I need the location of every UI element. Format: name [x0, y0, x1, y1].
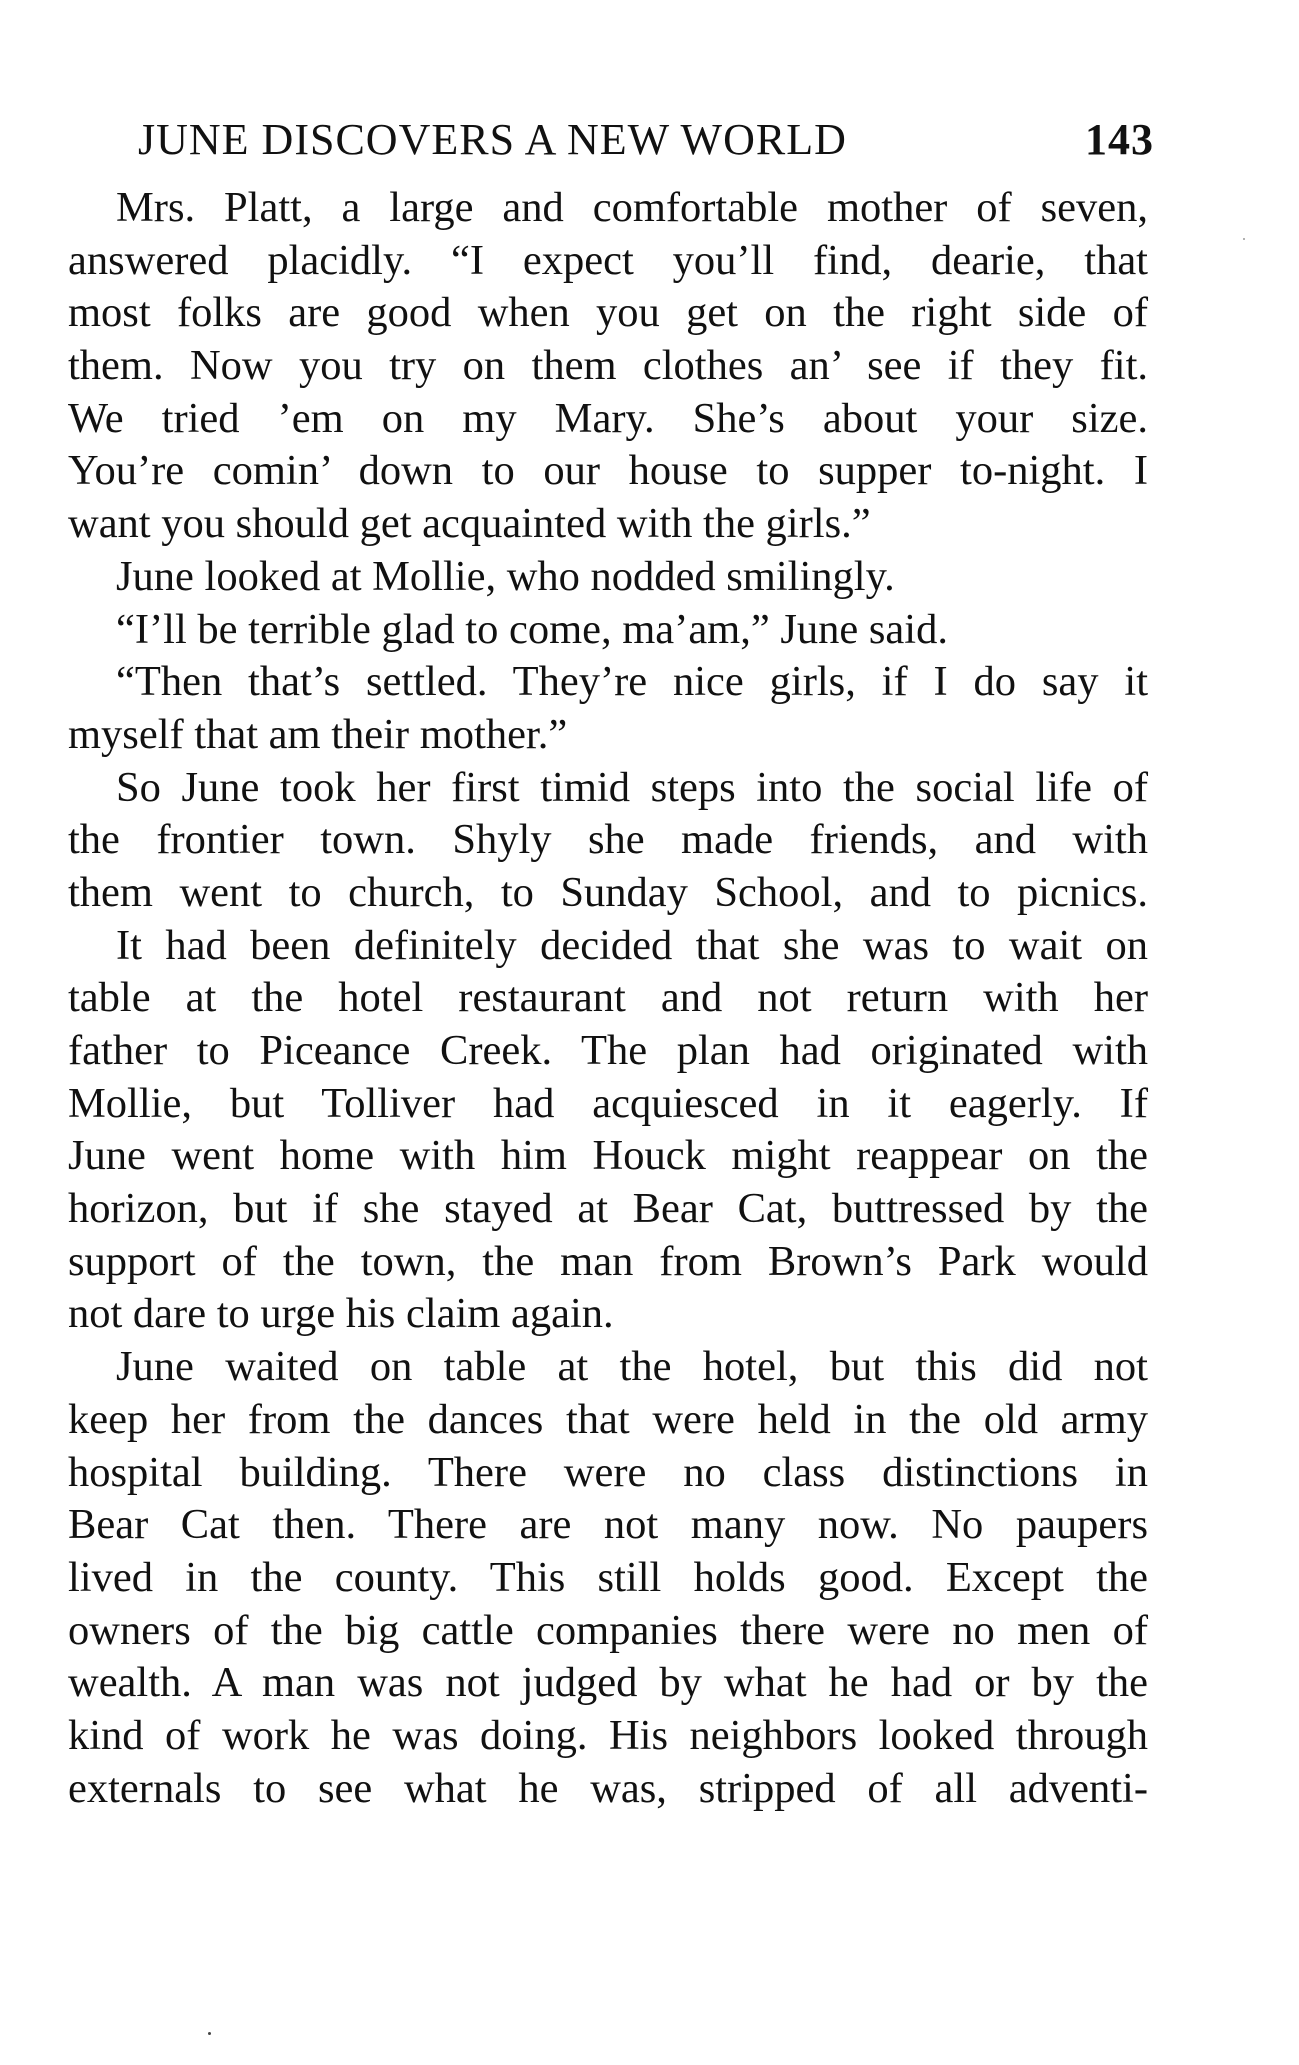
text-line: “Then that’s settled. They’re nice girls, if I do say it — [116, 658, 1148, 706]
text-line: June looked at Mollie, who nodded smilingly. — [116, 552, 895, 600]
text-line: not dare to urge his claim again. — [68, 1290, 614, 1338]
paper-speck — [1243, 238, 1245, 240]
text-line: We tried ’em on my Mary. She’s about your size. — [68, 394, 1148, 442]
paper-speck — [208, 2032, 211, 2035]
text-line: June went home with him Houck might reappear on the — [68, 1132, 1148, 1180]
text-line: keep her from the dances that were held in the old army — [68, 1395, 1148, 1443]
text-line: Mrs. Platt, a large and comfortable mother of seven, — [116, 184, 1148, 231]
body-text — [68, 182, 1148, 1815]
text-line: kind of work he was doing. His neighbors looked through — [68, 1711, 1148, 1759]
page-number: 143 — [1085, 115, 1154, 164]
text-line: them. Now you try on them clothes an’ see if they fit. — [68, 342, 1148, 390]
text-line: want you should get acquainted with the girls.” — [68, 500, 871, 548]
text-line: externals to see what he was, stripped of all adventi- — [68, 1764, 1148, 1812]
running-header — [68, 108, 1154, 172]
text-line: It had been definitely decided that she was to wait on — [116, 921, 1148, 969]
text-line: myself that am their mother.” — [68, 710, 568, 758]
text-line: them went to church, to Sunday School, and to picnics. — [68, 868, 1148, 916]
text-line: support of the town, the man from Brown’s Park would — [68, 1237, 1148, 1285]
text-line: “I’ll be terrible glad to come, ma’am,” June said. — [116, 605, 948, 653]
text-line: most folks are good when you get on the right side of — [68, 289, 1148, 337]
text-line: So June took her first timid steps into the social life of — [116, 763, 1148, 811]
text-line: June waited on table at the hotel, but this did not — [116, 1343, 1148, 1391]
text-line: father to Piceance Creek. The plan had originated with — [68, 1027, 1148, 1074]
text-line: Bear Cat then. There are not many now. No paupers — [68, 1501, 1148, 1549]
text-line: owners of the big cattle companies there were no men of — [68, 1606, 1148, 1654]
text-line: wealth. A man was not judged by what he had or by the — [68, 1659, 1148, 1707]
text-line: hospital building. There were no class distinctions in — [68, 1448, 1148, 1496]
text-line: horizon, but if she stayed at Bear Cat, buttressed by the — [68, 1185, 1148, 1233]
text-line: lived in the county. This still holds good. Except the — [68, 1553, 1148, 1601]
chapter-title: JUNE DISCOVERS A NEW WORLD — [138, 115, 847, 164]
book-page — [68, 108, 1154, 1815]
text-line: table at the hotel restaurant and not return with her — [68, 974, 1148, 1022]
text-line: You’re comin’ down to our house to supper to-night. I — [68, 447, 1148, 495]
text-line: answered placidly. “I expect you’ll find, dearie, that — [68, 236, 1148, 284]
text-line: the frontier town. Shyly she made friends, and with — [68, 816, 1148, 864]
text-line: Mollie, but Tolliver had acquiesced in it eagerly. If — [68, 1079, 1148, 1127]
